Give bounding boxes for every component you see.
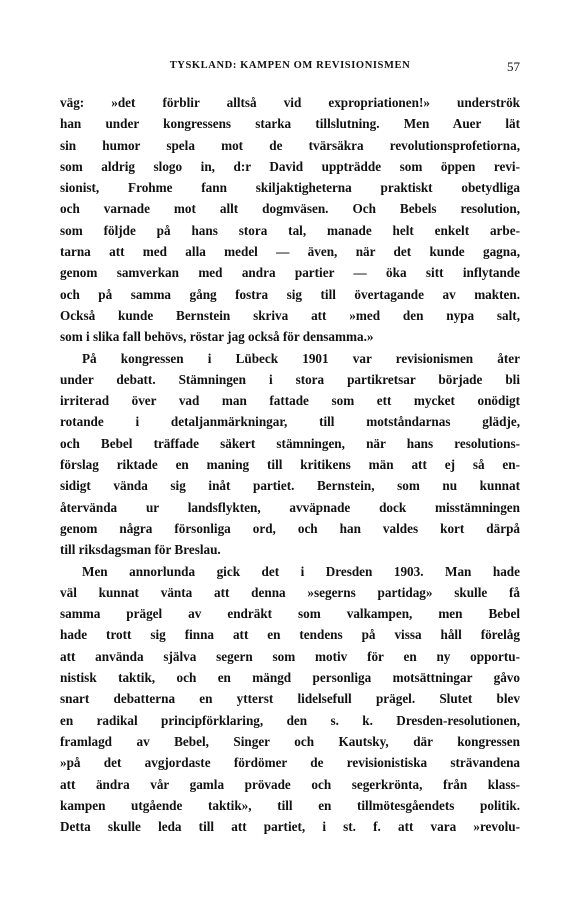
page-number: 57 xyxy=(507,59,520,74)
text-line: kampen utgående taktik», till en tillmötesgåendets politik. xyxy=(60,797,520,813)
text-line: förslag riktade en maning till kritikens män att ej så en- xyxy=(60,457,520,473)
text-line: sionist, Frohme fann skiljaktigheterna praktiskt obetydliga xyxy=(60,180,520,196)
text-line: På kongressen i Lübeck 1901 var revisionismen åter xyxy=(82,350,520,366)
text-line: genom några försonliga ord, och han valdes kort därpå xyxy=(60,520,520,536)
text-line: han under kongressens starka tillslutning. Men Auer lät xyxy=(60,116,520,132)
text-line: till riksdagsman för Breslau. xyxy=(60,542,221,558)
text-line: som i slika fall behövs, röstar jag också för densamma.» xyxy=(60,329,374,345)
page-header xyxy=(60,60,520,78)
text-line: genom samverkan med andra partier — öka sitt inflytande xyxy=(60,265,520,281)
text-line: Men annorlunda gick det i Dresden 1903. Man hade xyxy=(82,563,520,579)
text-line: tarna att med alla medel — även, när det kunde gagna, xyxy=(60,244,520,260)
text-line: under debatt. Stämningen i stora partikretsar började bli xyxy=(60,371,520,387)
text-line: Detta skulle leda till att partiet, i st. f. att vara »revolu- xyxy=(60,819,520,835)
text-line: hade trott sig finna att en tendens på vissa håll förelåg xyxy=(60,627,520,643)
text-line: och på samma gång fostra sig till övertagande av makten. xyxy=(60,286,520,302)
text-line: Också kunde Bernstein skriva att »med den nypa salt, xyxy=(60,307,520,323)
text-line: att använda själva segern som motiv för en ny opportu- xyxy=(60,648,520,664)
text-line: och Bebel träffade säkert stämningen, när hans resolutions- xyxy=(60,435,520,451)
text-line: återvända ur landsflykten, avväpnade dock misstämningen xyxy=(60,499,520,515)
body-text xyxy=(60,92,520,837)
text-line: att ändra vår gamla prövade och segerkrönta, från klass- xyxy=(60,776,520,792)
text-line: irriterad över vad man fattade som ett mycket onödigt xyxy=(60,393,520,409)
text-line: snart debatterna en ytterst lidelsefull prägel. Slutet blev xyxy=(60,691,520,707)
text-line: nistisk taktik, och en mängd personliga motsättningar gåvo xyxy=(60,670,520,686)
text-line: framlagd av Bebel, Singer och Kautsky, där kongressen xyxy=(60,733,520,749)
text-line: sidigt vända sig inåt partiet. Bernstein, som nu kunnat xyxy=(60,478,520,494)
running-head: TYSKLAND: KAMPEN OM REVISIONISMEN xyxy=(169,60,411,71)
text-line: samma prägel av endräkt som valkampen, men Bebel xyxy=(60,606,520,622)
text-line: och varnade mot allt dogmväsen. Och Bebels resolution, xyxy=(60,201,520,217)
text-line: en radikal principförklaring, den s. k. Dresden-resolutionen, xyxy=(60,712,520,728)
text-line: »på det avgjordaste fördömer de revisionistiska strävandena xyxy=(60,755,520,771)
text-line: sin humor spela mot de tvärsäkra revolutionsprofetiorna, xyxy=(60,137,520,153)
text-line: väl kunnat vänta att denna »segerns partidag» skulle få xyxy=(60,584,520,600)
text-line: som följde på hans stora tal, manade helt enkelt arbe- xyxy=(60,222,520,238)
text-line: rotande i detaljanmärkningar, till motståndarnas glädje, xyxy=(60,414,520,430)
text-line: väg: »det förblir alltså vid expropriationen!» underströk xyxy=(60,95,520,110)
text-line: som aldrig slogo in, d:r David uppträdde som öppen revi- xyxy=(60,158,520,174)
